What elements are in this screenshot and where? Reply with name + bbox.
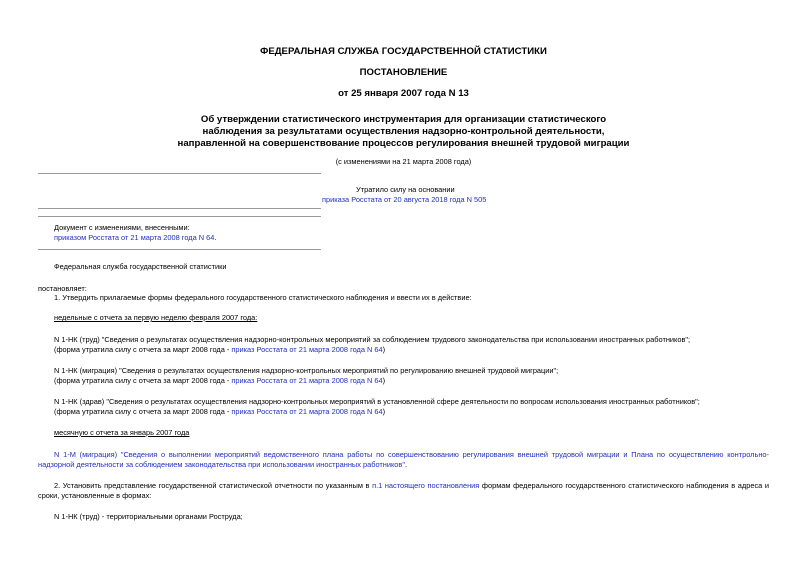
document-type: ПОСТАНОВЛЕНИЕ [359,67,448,78]
weekly-heading: недельные с отчета за первую неделю февраля 2007 года: [54,313,258,322]
form-zdrav-link[interactable]: приказ Росстата от 21 марта 2008 года N 64 [231,407,383,416]
form-migr: N 1-НК (миграция) "Сведения о результатах осуществления надзорно-контрольных мероприятий по регулированию внешней трудовой миграции"; [54,366,559,375]
document-date-number: от 25 января 2007 года N 13 [338,88,469,99]
amendment-note: (с изменениями на 21 марта 2008 года) [335,157,472,166]
form-zdrav: N 1-НК (здрав) "Сведения о результатах осуществления надзорно-контрольных мероприятий в установленной сфере деятельности по вопросам использования иностранных работников"; [54,397,700,406]
amendments-label: Документ с изменениями, внесенными: [54,223,190,232]
form-trud-note: (форма утратила силу с отчета за март 2008 года - приказ Росстата от 21 марта 2008 года N 64) [54,345,386,354]
form-m-paragraph: N 1-М (миграция) "Сведения о выполнении мероприятий ведомственного плана работы по совершенствованию регулирования внешней трудовой миграции и Плана по осуществлению контрольно-надзорной деятельности за соблюдением законодательства при использовании иностранных работников". [38,450,769,469]
item-2-link[interactable]: п.1 настоящего постановления [372,481,480,490]
form-migr-link[interactable]: приказ Росстата от 21 марта 2008 года N 64 [231,376,383,385]
form-m-link[interactable]: N 1-М (миграция) "Сведения о выполнении мероприятий ведомственного плана работы по совершенствованию регулирования внешней трудовой миграции и Плана по осуществлению контрольно-надзорной деятельности за соблюдением законодательства при использовании иностранных работников" [38,450,769,469]
divider [38,208,321,209]
form-migr-note: (форма утратила силу с отчета за март 2008 года - приказ Росстата от 21 марта 2008 года N 64) [54,376,386,385]
amendments-line [54,233,216,242]
item-2-paragraph: 2. Установить представление государственной статистической отчетности по указанным в п.1 настоящего постановления формам федерального государственного статистического наблюдения в адреса и сроки, установленные в формах: [38,481,769,500]
trud-rostrud: N 1-НК (труд) - территориальными органами Роструда; [54,512,243,521]
document-title-line-2: наблюдения за результатами осуществления надзорно-контрольной деятельности, [202,126,605,137]
invalidated-link[interactable]: приказа Росстата от 20 августа 2018 года N 505 [322,195,487,204]
divider [38,249,321,250]
document-title-line-3: направленной на совершенствование процессов регулирования внешней трудовой миграции [177,138,630,149]
form-trud-link[interactable]: приказ Росстата от 21 марта 2008 года N 64 [231,345,383,354]
monthly-heading: месячную с отчета за январь 2007 года [54,428,190,437]
divider [38,216,321,217]
invalidated-text: Утратило силу на основании [356,185,455,194]
form-zdrav-note: (форма утратила силу с отчета за март 2008 года - приказ Росстата от 21 марта 2008 года N 64) [54,407,386,416]
service-name: Федеральная служба государственной статистики [54,262,227,271]
divider [38,173,321,174]
form-trud: N 1-НК (труд) "Сведения о результатах осуществления надзорно-контрольных мероприятий за соблюдением трудового законодательства при использовании иностранных работников"; [54,335,691,344]
decrees-word: постановляет: [38,284,87,293]
amendments-suffix: . [214,233,217,242]
amendments-link[interactable]: приказом Росстата от 21 марта 2008 года N 64 [54,233,215,242]
document-title-line-1: Об утверждении статистического инструментария для организации статистического [200,114,607,125]
item-1: 1. Утвердить прилагаемые формы федерального государственного статистического наблюдения и ввести их в действие: [54,293,472,302]
agency-title: ФЕДЕРАЛЬНАЯ СЛУЖБА ГОСУДАРСТВЕННОЙ СТАТИСТИКИ [260,46,547,57]
